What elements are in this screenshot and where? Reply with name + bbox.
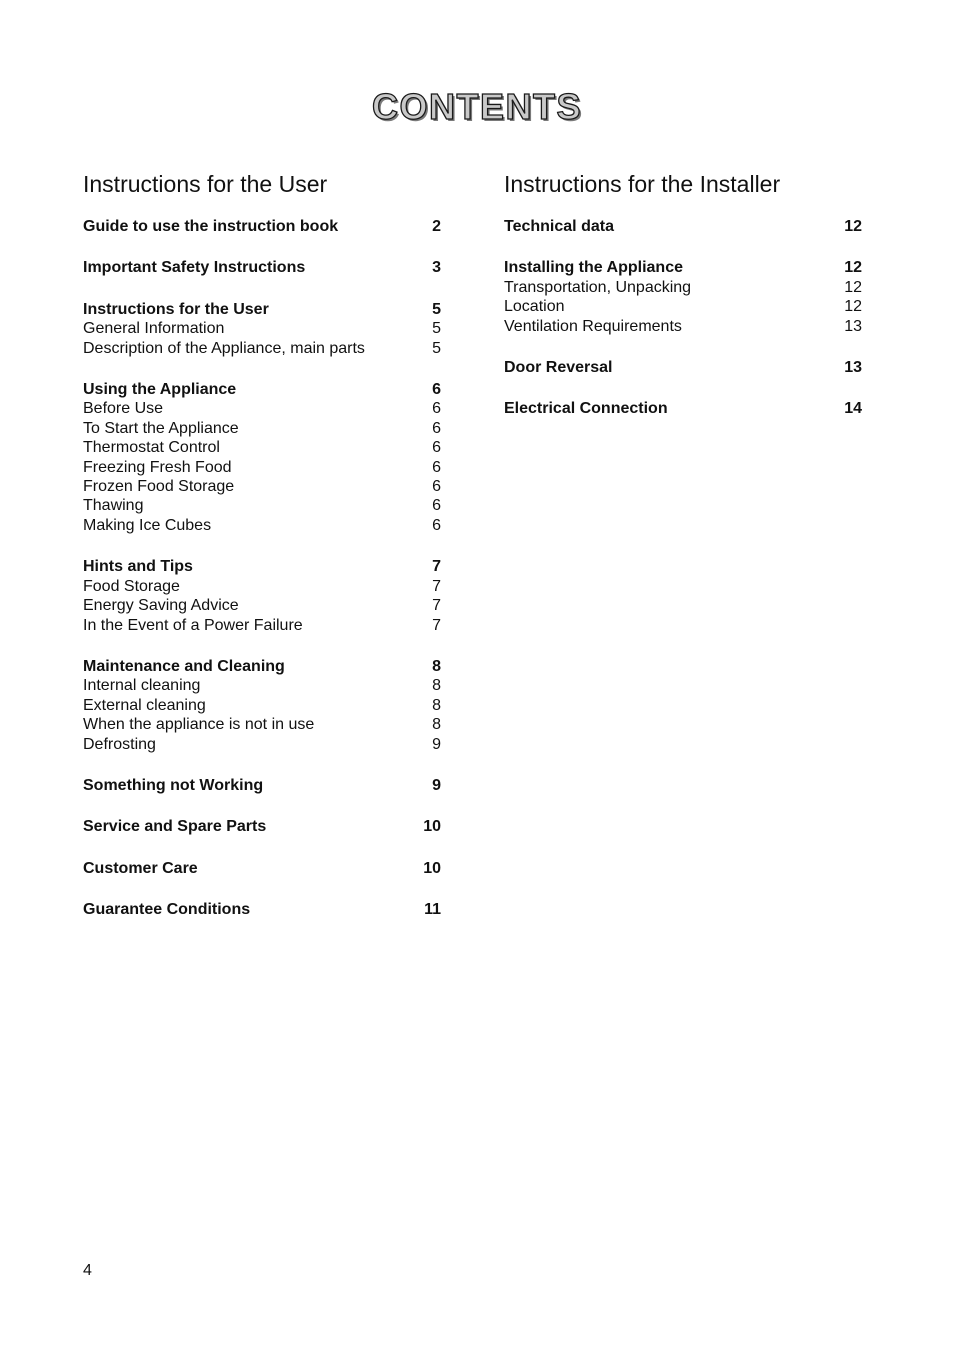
toc-entry (83, 339, 441, 358)
page-number: 4 (83, 1262, 92, 1279)
toc-section (83, 258, 441, 277)
toc-page-number: 14 (844, 400, 862, 418)
toc-section-heading (83, 657, 441, 676)
toc-page-number: 11 (424, 901, 441, 919)
toc-section-heading (83, 900, 441, 919)
toc-entry-label: Food Storage (83, 577, 180, 595)
toc-section (83, 557, 441, 635)
toc-section (504, 258, 862, 336)
toc-entry (83, 438, 441, 457)
toc-entry-label: In the Event of a Power Failure (83, 616, 303, 634)
toc-section-title: Customer Care (83, 859, 198, 877)
toc-page-number: 7 (432, 616, 441, 634)
toc-entry (83, 596, 441, 615)
toc-entry (83, 676, 441, 695)
installer-instructions-column (504, 170, 862, 441)
toc-page-number: 3 (432, 259, 441, 277)
toc-entry-label: Freezing Fresh Food (83, 458, 232, 476)
toc-page-number: 7 (432, 577, 441, 595)
toc-section-title: Technical data (504, 218, 614, 235)
toc-section (83, 217, 441, 236)
toc-section-heading (504, 258, 862, 277)
toc-section-title: Door Reversal (504, 359, 613, 377)
toc-page-number: 10 (423, 818, 441, 836)
toc-entry (504, 297, 862, 316)
page-title: CONTENTS (372, 86, 582, 127)
toc-entry-label: Thermostat Control (83, 439, 220, 457)
toc-page-number: 6 (432, 439, 441, 457)
toc-page-number: 5 (432, 320, 441, 338)
toc-page-number: 6 (432, 458, 441, 476)
user-instructions-column (83, 170, 441, 942)
toc-page-number: 6 (432, 400, 441, 418)
toc-page-number: 2 (432, 218, 441, 235)
toc-section (504, 399, 862, 418)
toc-page-number: 6 (432, 381, 441, 399)
toc-entry-label: Energy Saving Advice (83, 597, 239, 615)
toc-entry (83, 477, 441, 496)
toc-page-number: 9 (432, 735, 441, 753)
toc-section-heading (83, 859, 441, 878)
toc-section-title: Electrical Connection (504, 400, 668, 418)
toc-page-number: 12 (844, 218, 862, 235)
toc-entry (504, 278, 862, 297)
toc-entry-label: To Start the Appliance (83, 419, 239, 437)
toc-section-title: Maintenance and Cleaning (83, 657, 285, 675)
toc-section-heading (83, 258, 441, 277)
toc-section-title: Hints and Tips (83, 558, 193, 576)
toc-page-number: 6 (432, 419, 441, 437)
toc-page-number: 13 (844, 359, 862, 377)
toc-page-number: 12 (844, 278, 862, 296)
toc-page-number: 9 (432, 776, 441, 794)
toc-entry (83, 496, 441, 515)
toc-section-title: Something not Working (83, 776, 264, 794)
toc-section-heading (83, 817, 441, 836)
toc-entry-label: Frozen Food Storage (83, 478, 235, 496)
toc-section-title: Service and Spare Parts (83, 818, 267, 836)
toc-section (83, 776, 441, 795)
toc-section (83, 300, 441, 358)
toc-section-heading (83, 776, 441, 795)
toc-section (83, 859, 441, 878)
toc-section-heading (83, 300, 441, 319)
toc-entry-label: Before Use (83, 400, 164, 418)
toc-section-heading (83, 217, 441, 236)
toc-page-number: 6 (432, 478, 441, 496)
toc-sections (504, 217, 862, 419)
toc-page-number: 7 (432, 558, 441, 576)
toc-entry (83, 319, 441, 338)
toc-section-title: Using the Appliance (83, 381, 237, 399)
toc-page-number: 6 (432, 516, 441, 534)
toc-section (83, 657, 441, 754)
toc-section-heading (504, 399, 862, 418)
toc-section-title: Instructions for the User (83, 300, 269, 318)
toc-entry-label: Location (504, 298, 565, 316)
toc-page-number: 10 (423, 859, 441, 877)
toc-section (504, 358, 862, 377)
toc-page-number: 5 (432, 339, 441, 357)
toc-entry-label: Transportation, Unpacking (504, 278, 692, 296)
toc-section (83, 817, 441, 836)
toc-section-title: Important Safety Instructions (83, 259, 306, 277)
toc-entry-label: Making Ice Cubes (83, 516, 212, 534)
toc-page-number: 8 (432, 657, 441, 675)
toc-entry-label: Description of the Appliance, main parts (83, 339, 365, 357)
toc-entry (83, 516, 441, 535)
toc-page-number: 5 (432, 300, 441, 318)
toc-entry-label: When the appliance is not in use (83, 716, 315, 734)
toc-section (83, 900, 441, 919)
toc-entry-label: Ventilation Requirements (504, 317, 682, 335)
column-heading: Instructions for the User (83, 171, 328, 197)
toc-section-heading (504, 358, 862, 377)
toc-entry-label: Defrosting (83, 735, 156, 753)
toc-entry (83, 458, 441, 477)
toc-section-heading (83, 380, 441, 399)
toc-section-heading (504, 217, 862, 236)
toc-entry-label: Thawing (83, 497, 144, 515)
toc-entry-label: Internal cleaning (83, 677, 201, 695)
toc-entry (83, 696, 441, 715)
toc-entry (83, 399, 441, 418)
toc-entry (83, 735, 441, 754)
toc-page-number: 8 (432, 677, 441, 695)
toc-entry (504, 317, 862, 336)
toc-section (504, 217, 862, 236)
toc-page-number: 12 (844, 259, 862, 277)
toc-entry-label: General Information (83, 320, 225, 338)
toc-section-title: Installing the Appliance (504, 259, 683, 277)
toc-entry (83, 715, 441, 734)
toc-entry (83, 616, 441, 635)
toc-sections (83, 217, 441, 920)
toc-section (83, 380, 441, 535)
toc-section-title: Guarantee Conditions (83, 901, 251, 919)
toc-page-number: 6 (432, 497, 441, 515)
toc-page-number: 8 (432, 716, 441, 734)
toc-page-number: 7 (432, 597, 441, 615)
toc-entry-label: External cleaning (83, 696, 206, 714)
column-heading: Instructions for the Installer (504, 171, 781, 197)
toc-page-number: 8 (432, 696, 441, 714)
toc-section-heading (83, 557, 441, 576)
toc-section-title: Guide to use the instruction book (83, 218, 339, 235)
toc-entry (83, 419, 441, 438)
toc-entry (83, 577, 441, 596)
toc-page-number: 12 (844, 298, 862, 316)
toc-page-number: 13 (844, 317, 862, 335)
